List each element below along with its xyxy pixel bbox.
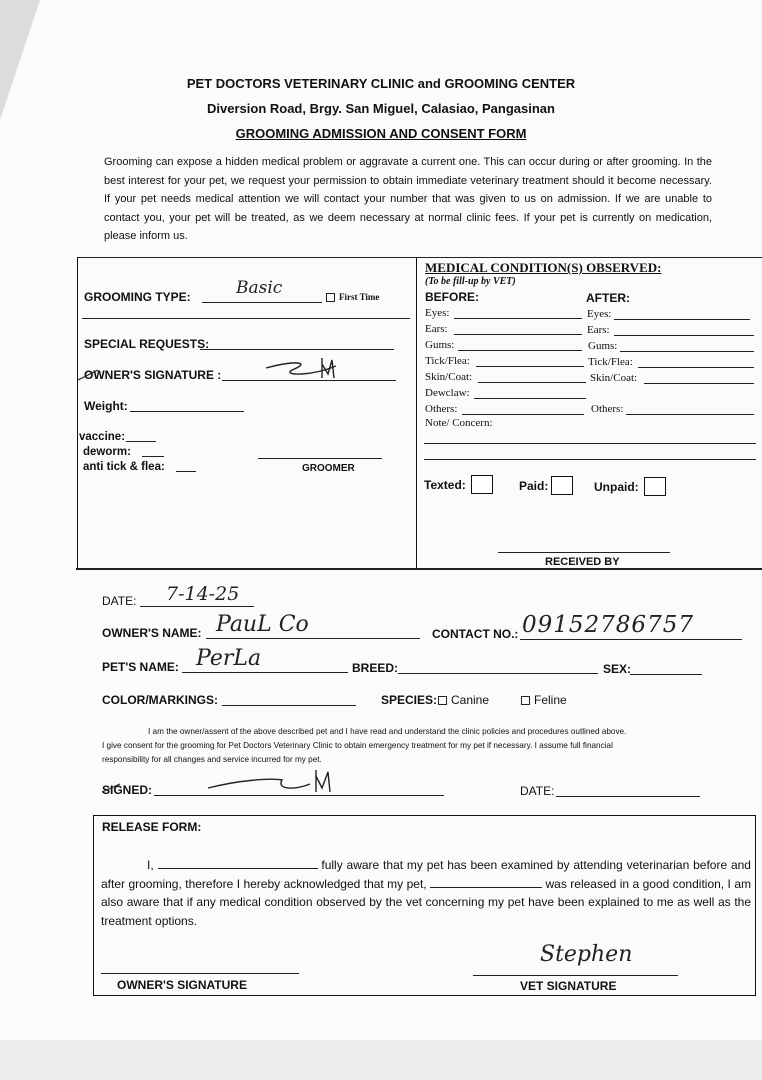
after-label: AFTER: xyxy=(586,291,630,305)
release-text-part1: fully aware that my pet has been examined by attending veterinarian before and after grooming, therefore I hereby acknowledged that my pet, xyxy=(101,858,751,891)
owner-name-value[interactable]: PauL Co xyxy=(216,612,309,637)
after-others-label: Others: xyxy=(591,403,624,415)
after-gums-line[interactable] xyxy=(620,351,754,352)
canine-checkbox[interactable] xyxy=(438,696,447,705)
release-pet-name-blank[interactable] xyxy=(430,876,542,888)
section-bottom-border xyxy=(76,568,762,570)
release-title: RELEASE FORM: xyxy=(102,820,202,834)
before-others-line[interactable] xyxy=(462,414,584,415)
before-others-label: Others: xyxy=(425,403,458,415)
signed-label: SIGNED: xyxy=(102,783,153,797)
before-gums-label: Gums: xyxy=(425,339,455,351)
texted-label: Texted: xyxy=(424,478,466,492)
date-value[interactable]: 7-14-25 xyxy=(166,583,240,605)
date-label: DATE: xyxy=(102,594,137,608)
section-left-border xyxy=(77,257,78,569)
clinic-name: PET DOCTORS VETERINARY CLINIC and GROOMING CENTER xyxy=(186,76,576,91)
contact-line[interactable] xyxy=(520,639,742,640)
owner-name-label: OWNER'S NAME: xyxy=(102,626,202,640)
release-text-start: I, xyxy=(147,858,154,872)
feline-checkbox[interactable] xyxy=(521,696,530,705)
after-others-line[interactable] xyxy=(626,414,754,415)
note-line-1[interactable] xyxy=(424,443,756,444)
consent-line-1: I am the owner/assent of the above described pet and I have read and understand the clinic policies and procedures outlined above. xyxy=(148,727,627,736)
vet-signature-line[interactable] xyxy=(473,975,678,976)
breed-line[interactable] xyxy=(398,673,598,674)
received-by-label: RECEIVED BY xyxy=(545,556,620,568)
consent-line-3: responsibility for all changes and service incurred for my pet. xyxy=(102,755,322,764)
special-requests-label: SPECIAL REQUESTS: xyxy=(84,337,210,351)
vaccine-line[interactable] xyxy=(126,441,156,442)
grooming-type-label: GROOMING TYPE: xyxy=(84,290,191,304)
vet-signature-label: VET SIGNATURE xyxy=(520,979,617,993)
after-ears-line[interactable] xyxy=(614,335,754,336)
after-eyes-label: Eyes: xyxy=(587,308,612,320)
contact-value[interactable]: 09152786757 xyxy=(522,612,694,638)
section-top-border xyxy=(78,257,762,258)
intro-paragraph: Grooming can expose a hidden medical problem or aggravate a current one. This can occur during or after grooming. In the best interest for your pet, we request your permission to obtain immediate veterinary treatment should it become necessary. If your pet needs medical attention we will contact your number that was given to us on admission. If we are unable to contact you, your pet will be treated, as we deem necessary at normal clinic fees. If your pet is currently on medication, please inform us. xyxy=(104,156,712,242)
release-text-part2: was released in a good condition, I am also aware that if any medical condition observed by the vet concerning my pet have been explained to me as well as the treatment options. xyxy=(101,876,751,928)
paid-checkbox[interactable] xyxy=(551,476,573,495)
signed-date-label: DATE: xyxy=(520,784,555,798)
pet-name-value[interactable]: PerLa xyxy=(196,646,262,671)
special-requests-line[interactable] xyxy=(200,349,394,350)
before-eyes-line[interactable] xyxy=(454,318,582,319)
first-time-box[interactable] xyxy=(326,293,335,302)
note-line-2[interactable] xyxy=(424,459,756,460)
after-tick-line[interactable] xyxy=(638,367,754,368)
release-owner-name-blank[interactable] xyxy=(158,857,318,869)
after-tick-label: Tick/Flea: xyxy=(588,356,633,368)
species-canine-option[interactable] xyxy=(438,693,489,707)
after-skin-line[interactable] xyxy=(644,383,754,384)
groomer-label: GROOMER xyxy=(302,463,355,474)
owner-signature-scribble xyxy=(76,354,396,384)
species-label: SPECIES: xyxy=(381,693,438,707)
release-owner-signature-line[interactable] xyxy=(101,973,299,974)
before-tick-line[interactable] xyxy=(476,366,584,367)
breed-label: BREED: xyxy=(352,661,399,675)
grooming-type-line-2 xyxy=(82,318,410,319)
page-bottom-edge xyxy=(0,1040,762,1080)
release-paragraph xyxy=(101,856,751,930)
sex-line[interactable] xyxy=(630,674,702,675)
sex-label: SEX: xyxy=(603,662,632,676)
before-gums-line[interactable] xyxy=(458,350,582,351)
paid-label: Paid: xyxy=(519,479,549,493)
feline-label: Feline xyxy=(534,693,567,707)
unpaid-label: Unpaid: xyxy=(594,480,639,494)
section-divider xyxy=(416,257,417,569)
vaccine-label: vaccine: xyxy=(79,431,126,443)
owner-name-line[interactable] xyxy=(206,638,420,639)
before-skin-label: Skin/Coat: xyxy=(425,371,473,383)
species-feline-option[interactable] xyxy=(521,693,567,707)
before-skin-line[interactable] xyxy=(478,382,586,383)
medical-subtitle: (To be fill-up by VET) xyxy=(425,276,516,287)
before-dewclaw-label: Dewclaw: xyxy=(425,387,470,399)
color-markings-label: COLOR/MARKINGS: xyxy=(102,693,218,707)
after-ears-label: Ears: xyxy=(587,324,610,336)
after-gums-label: Gums: xyxy=(588,340,618,352)
grooming-type-line xyxy=(202,302,322,303)
signed-date-line[interactable] xyxy=(556,796,700,797)
anti-tick-line[interactable] xyxy=(176,471,196,472)
contact-label: CONTACT NO.: xyxy=(432,627,519,641)
color-markings-line[interactable] xyxy=(222,705,356,706)
before-dewclaw-line[interactable] xyxy=(474,398,586,399)
clinic-address: Diversion Road, Brgy. San Miguel, Calasiao, Pangasinan xyxy=(207,101,555,116)
received-by-line[interactable] xyxy=(498,552,670,553)
form-title: GROOMING ADMISSION AND CONSENT FORM xyxy=(235,126,527,141)
texted-checkbox[interactable] xyxy=(471,475,493,494)
weight-line[interactable] xyxy=(130,411,244,412)
vet-signature-value: Stephen xyxy=(540,942,633,967)
groomer-line[interactable] xyxy=(258,458,382,459)
first-time-checkbox[interactable] xyxy=(326,292,379,302)
before-label: BEFORE: xyxy=(425,290,479,304)
before-ears-line[interactable] xyxy=(454,334,582,335)
pet-name-line[interactable] xyxy=(182,672,348,673)
first-time-label: First Time xyxy=(339,292,380,302)
deworm-line[interactable] xyxy=(142,456,164,457)
date-line[interactable] xyxy=(140,606,254,607)
grooming-type-value[interactable]: Basic xyxy=(236,278,283,298)
before-tick-label: Tick/Flea: xyxy=(425,355,470,367)
before-ears-label: Ears: xyxy=(425,323,448,335)
note-label: Note/ Concern: xyxy=(425,417,493,429)
medical-title: MEDICAL CONDITION(S) OBSERVED: xyxy=(425,260,662,275)
weight-label: Weight: xyxy=(84,399,128,413)
consent-line-2: I give consent for the grooming for Pet Doctors Veterinary Clinic to obtain emergency treatment for my pet if necessary. I assume full financial xyxy=(102,741,613,750)
owner-signature-label: OWNER'S SIGNATURE : xyxy=(84,368,222,382)
after-skin-label: Skin/Coat: xyxy=(590,372,638,384)
anti-tick-label: anti tick & flea: xyxy=(83,461,165,473)
pet-name-label: PET'S NAME: xyxy=(102,660,179,674)
owner-signature-scribble-2 xyxy=(100,764,350,798)
canine-label: Canine xyxy=(451,693,490,707)
after-eyes-line[interactable] xyxy=(614,319,750,320)
deworm-label: deworm: xyxy=(83,446,131,458)
before-eyes-label: Eyes: xyxy=(425,307,450,319)
unpaid-checkbox[interactable] xyxy=(644,477,666,496)
release-owner-signature-label: OWNER'S SIGNATURE xyxy=(117,978,247,992)
